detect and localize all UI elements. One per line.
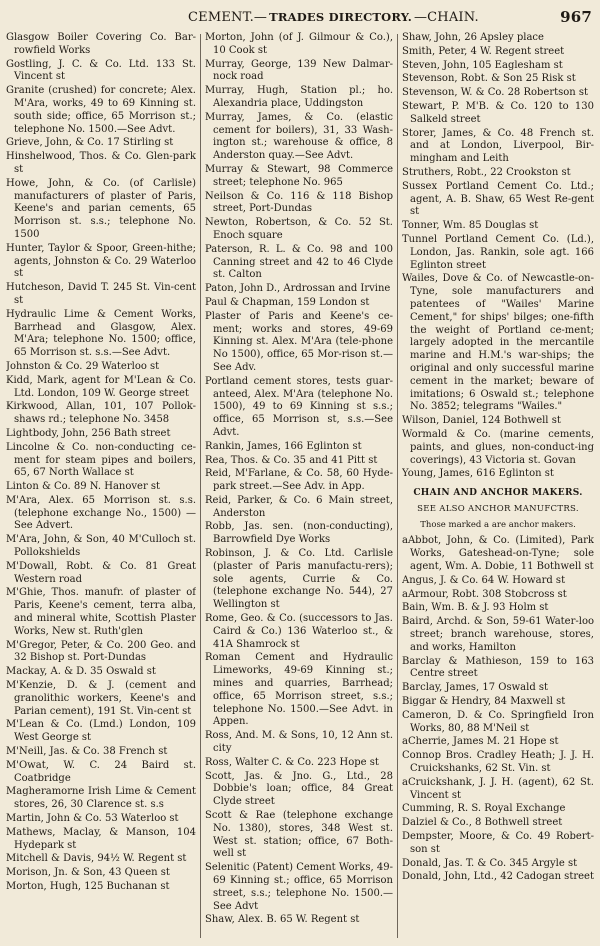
directory-entry: Lightbody, John, 256 Bath street	[6, 427, 171, 439]
directory-entry: Mitchell & Davis, 94½ W. Regent st	[6, 853, 187, 865]
directory-entry: Smith, Peter, 4 W. Regent street	[402, 45, 565, 57]
directory-entry: Lincolne & Co. non-conducting ce-ment for steam pipes and boilers, 65, 67 North Wallace st	[6, 441, 196, 479]
directory-entry: M'Lean & Co. (Lmd.) London, 109 West George st	[6, 719, 196, 744]
directory-entry: Murray & Stewart, 98 Commerce street; telephone No. 965	[205, 163, 393, 188]
directory-entry: Mathews, Maclay, & Manson, 104 Hydepark st	[6, 826, 196, 851]
see-also-note: SEE ALSO ANCHOR MANUFCTRS.	[417, 503, 579, 514]
directory-entry: Ross, Walter C. & Co. 223 Hope st	[205, 756, 379, 768]
directory-entry: Cameron, D. & Co. Springfield Iron Works, 80, 88 M'Neil st	[402, 709, 594, 734]
column-3	[402, 32, 594, 940]
directory-entry: Grieve, John, & Co. 17 Stirling st	[6, 137, 174, 149]
directory-entry: Baird, Archd. & Son, 59-61 Water-loo street; branch warehouse, stores, and works, Hamilton	[402, 616, 594, 653]
header-left: CEMENT.	[188, 9, 254, 25]
directory-entry: Johnston & Co. 29 Waterloo st	[6, 360, 160, 372]
directory-entry: Granite (crushed) for concrete; Alex. M'Ara, works, 49 to 69 Kinning st. south side; office, 65 Morrison st.; telephone No. 1500.—See Advt.	[6, 85, 196, 135]
directory-entry: Reid, M'Farlane, & Co. 58, 60 Hyde-park street.—See Adv. in App.	[205, 468, 393, 493]
directory-entry: Murray, James, & Co. (elastic cement for boilers), 31, 33 Wash-ington st.; warehouse & office, 8 Anderston quay.—See Advt.	[205, 111, 393, 162]
cement-list-part-1	[6, 32, 196, 894]
directory-entry: Ross, And. M. & Sons, 10, 12 Ann st. city	[205, 730, 393, 755]
directory-entry: aCruickshank, J. J. H. (agent), 62 St. Vincent st	[402, 776, 594, 801]
directory-entry: aAbbot, John, & Co. (Limited), Park Works, Gateshead-on-Tyne; sole agent, Wm. A. Dobie, 11 Bothwell st	[402, 535, 594, 573]
column-1	[6, 32, 196, 940]
directory-entry: Storer, James, & Co. 48 French st. and at London, Liverpool, Bir-mingham and Leith	[402, 127, 594, 165]
directory-entry: Kidd, Mark, agent for M'Lean & Co. Ltd. London, 109 W. George street	[6, 374, 196, 399]
directory-entry: M'Ara, John, & Son, 40 M'Culloch st. Pollokshields	[6, 534, 196, 559]
directory-entry: Magheramorne Irish Lime & Cement stores, 26, 30 Clarence st. s.s	[6, 786, 196, 811]
page-number: 967	[560, 8, 592, 26]
directory-entry: Steven, John, 105 Eaglesham st	[402, 59, 563, 71]
directory-entry: Scott, Jas. & Jno. G., Ltd., 28 Dobbie's loan; office, 84 Great Clyde street	[205, 770, 393, 808]
directory-entry: Dempster, Moore, & Co. 49 Robert-son st	[402, 831, 594, 855]
directory-entry: Paul & Chapman, 159 London st	[205, 296, 370, 308]
directory-entry: Paton, John D., Ardrossan and Irvine	[205, 283, 391, 295]
directory-entry: Portland cement stores, tests guar-anteed, Alex. M'Ara (telephone No. 1500), 49 to 69 Kinning st s.s.; office, 65 Morrison st, s.s.—See Advt.	[205, 375, 393, 438]
directory-entry: Paterson, R. L. & Co. 98 and 100 Canning street and 42 to 46 Clyde st. Calton	[205, 243, 393, 281]
directory-entry: Donald, John, Ltd., 42 Cadogan street	[402, 871, 594, 883]
directory-entry: Robinson, J. & Co. Ltd. Carlisle (plaster of Paris manufactu-rers); sole agents, Currie & Co. (telephone exchange No. 544), 27 Wellington st	[205, 548, 393, 611]
directory-entry: M'Dowall, Robt. & Co. 81 Great Western road	[6, 560, 196, 585]
directory-entry: Wailes, Dove & Co. of Newcastle-on-Tyne, sole manufacturers and patentees of "Wailes' Marine Cement," for ships' bilges; one-fifth the weight of Portland ce-ment; largely adopted in the mercantile marine and H.M.'s war-ships; the original and only successful marine cement in the market; beware of imitations; 6 Oswald st.; telephone No. 3852; telegrams "Wailes."	[402, 273, 594, 413]
directory-entry: Hinshelwood, Thos. & Co. Glen-park st	[6, 151, 196, 175]
directory-entry: M'Kenzie, D. & J. (cement and granolithic workers, Keene's and Parian cement), 191 St. Vin-cent st	[6, 680, 196, 717]
directory-entry: aArmour, Robt. 308 Stobcross st	[402, 588, 567, 600]
directory-entry: Tonner, Wm. 85 Douglas st	[402, 220, 539, 232]
directory-entry: M'Ara, Alex. 65 Morrison st. s.s. (telephone exchange No., 1500) —See Advert.	[6, 494, 196, 532]
directory-entry: Shaw, Alex. B. 65 W. Regent st	[205, 914, 360, 926]
directory-entry: Biggar & Hendry, 84 Maxwell st	[402, 696, 566, 708]
directory-entry: Howe, John, & Co. (of Carlisle) manufacturers of plaster of Paris, Keene's and parian cements, 65 Morrison st. s.s.; telephone No. 1500	[6, 177, 196, 240]
cement-list-part-3	[402, 32, 594, 481]
directory-entry: Tunnel Portland Cement Co. (Ld.), London, Jas. Rankin, sole agt. 166 Eglinton street	[402, 233, 594, 271]
directory-entry: Martin, John & Co. 53 Waterloo st	[6, 813, 179, 825]
header-right: CHAIN.	[427, 9, 479, 25]
column-2	[205, 32, 393, 940]
directory-entry: Morison, Jn. & Son, 43 Queen st	[6, 867, 170, 879]
running-header	[10, 6, 592, 28]
directory-entry: Roman Cement and Hydraulic Limeworks, 49-69 Kinning st.; mines and quarries, Barrhead; office, 65 Morrison street, s.s.; telephone No. 1500.—See Advt. in Appen.	[205, 652, 393, 728]
directory-entry: Connop Bros. Cradley Heath; J. J. H. Cruickshanks, 62 St. Vin. st	[402, 750, 594, 775]
directory-entry: Reid, Parker, & Co. 6 Main street, Anderston	[205, 494, 393, 519]
directory-entry: Morton, Hugh, 125 Buchanan st	[6, 881, 170, 892]
directory-entry: Cumming, R. S. Royal Exchange	[402, 803, 566, 815]
directory-entry: Murray, George, 139 New Dalmar-nock road	[205, 58, 393, 83]
directory-entry: Sussex Portland Cement Co. Ltd.; agent, A. B. Shaw, 65 West Re-gent st	[402, 180, 594, 218]
directory-entry: Stevenson, W. & Co. 28 Robertson st	[402, 87, 589, 99]
directory-entry: Barclay, James, 17 Oswald st	[402, 682, 549, 694]
directory-entry: M'Gregor, Peter, & Co. 200 Geo. and 32 Bishop st. Port-Dundas	[6, 639, 196, 664]
anchor-maker-note: Those marked a are anchor makers.	[420, 519, 576, 530]
directory-entry: Young, James, 616 Eglinton st	[402, 468, 554, 480]
directory-entry: Linton & Co. 89 N. Hanover st	[6, 481, 161, 493]
directory-entry: Kirkwood, Allan, 101, 107 Pollok-shaws rd.; telephone No. 3458	[6, 401, 196, 426]
directory-entry: Rome, Geo. & Co. (successors to Jas. Caird & Co.) 136 Waterloo st., & 41A Shamrock st	[205, 613, 393, 650]
directory-entry: Hutcheson, David T. 245 St. Vin-cent st	[6, 282, 196, 306]
header-title: TRADES DIRECTORY.	[269, 10, 412, 24]
directory-entry: M'Neill, Jas. & Co. 38 French st	[6, 746, 168, 758]
directory-entry: Scott & Rae (telephone exchange No. 1380), stores, 348 West st. West st. station; office, 67 Both-well st	[205, 810, 393, 860]
directory-entry: Wilson, Daniel, 124 Bothwell st	[402, 415, 561, 427]
directory-entry: Rea, Thos. & Co. 35 and 41 Pitt st	[205, 454, 378, 466]
directory-entry: Murray, Hugh, Station pl.; ho. Alexandria place, Uddingston	[205, 85, 393, 109]
directory-entry: Shaw, John, 26 Apsley place	[402, 32, 544, 43]
header-dash-right: —	[413, 9, 428, 25]
directory-entry: Hydraulic Lime & Cement Works, Barrhead and Glasgow, Alex. M'Ara; telephone No. 1500; office, 65 Morrison st. s.s.—See Advt.	[6, 308, 196, 359]
directory-entry: Hunter, Taylor & Spoor, Green-hithe; agents, Johnston & Co. 29 Waterloo st	[6, 242, 196, 280]
directory-entry: M'Owat, W. C. 24 Baird st. Coatbridge	[6, 759, 196, 784]
directory-entry: Rankin, James, 166 Eglinton st	[205, 440, 362, 452]
directory-entry: Dalziel & Co., 8 Bothwell street	[402, 817, 563, 829]
directory-entry: aCherrie, James M. 21 Hope st	[402, 736, 559, 748]
column-rule	[200, 34, 201, 938]
directory-entry: Donald, Jas. T. & Co. 345 Argyle st	[402, 857, 578, 869]
directory-entry: Struthers, Robt., 22 Crookston st	[402, 166, 571, 178]
header-dash-left: —	[253, 9, 268, 25]
directory-entry: Glasgow Boiler Covering Co. Bar-rowfield Works	[6, 32, 196, 56]
directory-entry: Mackay, A. & D. 35 Oswald st	[6, 666, 156, 678]
directory-entry: Stevenson, Robt. & Son 25 Risk st	[402, 73, 576, 85]
directory-entry: M'Ghie, Thos. manufr. of plaster of Paris, Keene's cement, terra alba, and mineral white, Scottish Plaster Works, New st. Ruth'glen	[6, 587, 196, 637]
directory-entry: Barclay & Mathieson, 159 to 163 Centre street	[402, 655, 594, 680]
directory-entry: Bain, Wm. B. & J. 93 Holm st	[402, 602, 549, 614]
directory-entry: Selenitic (Patent) Cement Works, 49-69 Kinning st.; office, 65 Morrison street, s.s.; telephone No. 1500.—See Advt	[205, 862, 393, 912]
directory-entry: Wormald & Co. (marine cements, paints, and glues, non-conduct-ing coverings), 43 Victoria st. Govan	[402, 428, 594, 466]
directory-entry: Gostling, J. C. & Co. Ltd. 133 St. Vincent st	[6, 58, 196, 83]
directory-entry: Newton, Robertson, & Co. 52 St. Enoch square	[205, 217, 393, 241]
section-heading: CHAIN AND ANCHOR MAKERS.	[413, 488, 583, 499]
directory-entry: Stewart, P. M'B. & Co. 120 to 130 Salkeld street	[402, 100, 594, 125]
column-rule	[397, 34, 398, 938]
directory-entry: Plaster of Paris and Keene's ce-ment; works and stores, 49-69 Kinning st. Alex. M'Ara (tele-phone No 1500), office, 65 Mor-rison st.—See Adv.	[205, 310, 393, 373]
directory-entry: Neilson & Co. 116 & 118 Bishop street, Port-Dundas	[205, 190, 393, 215]
directory-entry: Robb, Jas. sen. (non-conducting), Barrowfield Dye Works	[205, 521, 393, 546]
cement-list-part-2	[205, 32, 393, 927]
directory-entry: Angus, J. & Co. 64 W. Howard st	[402, 574, 566, 586]
directory-entry: Morton, John (of J. Gilmour & Co.), 10 Cook st	[205, 32, 393, 56]
chain-list	[402, 535, 594, 884]
